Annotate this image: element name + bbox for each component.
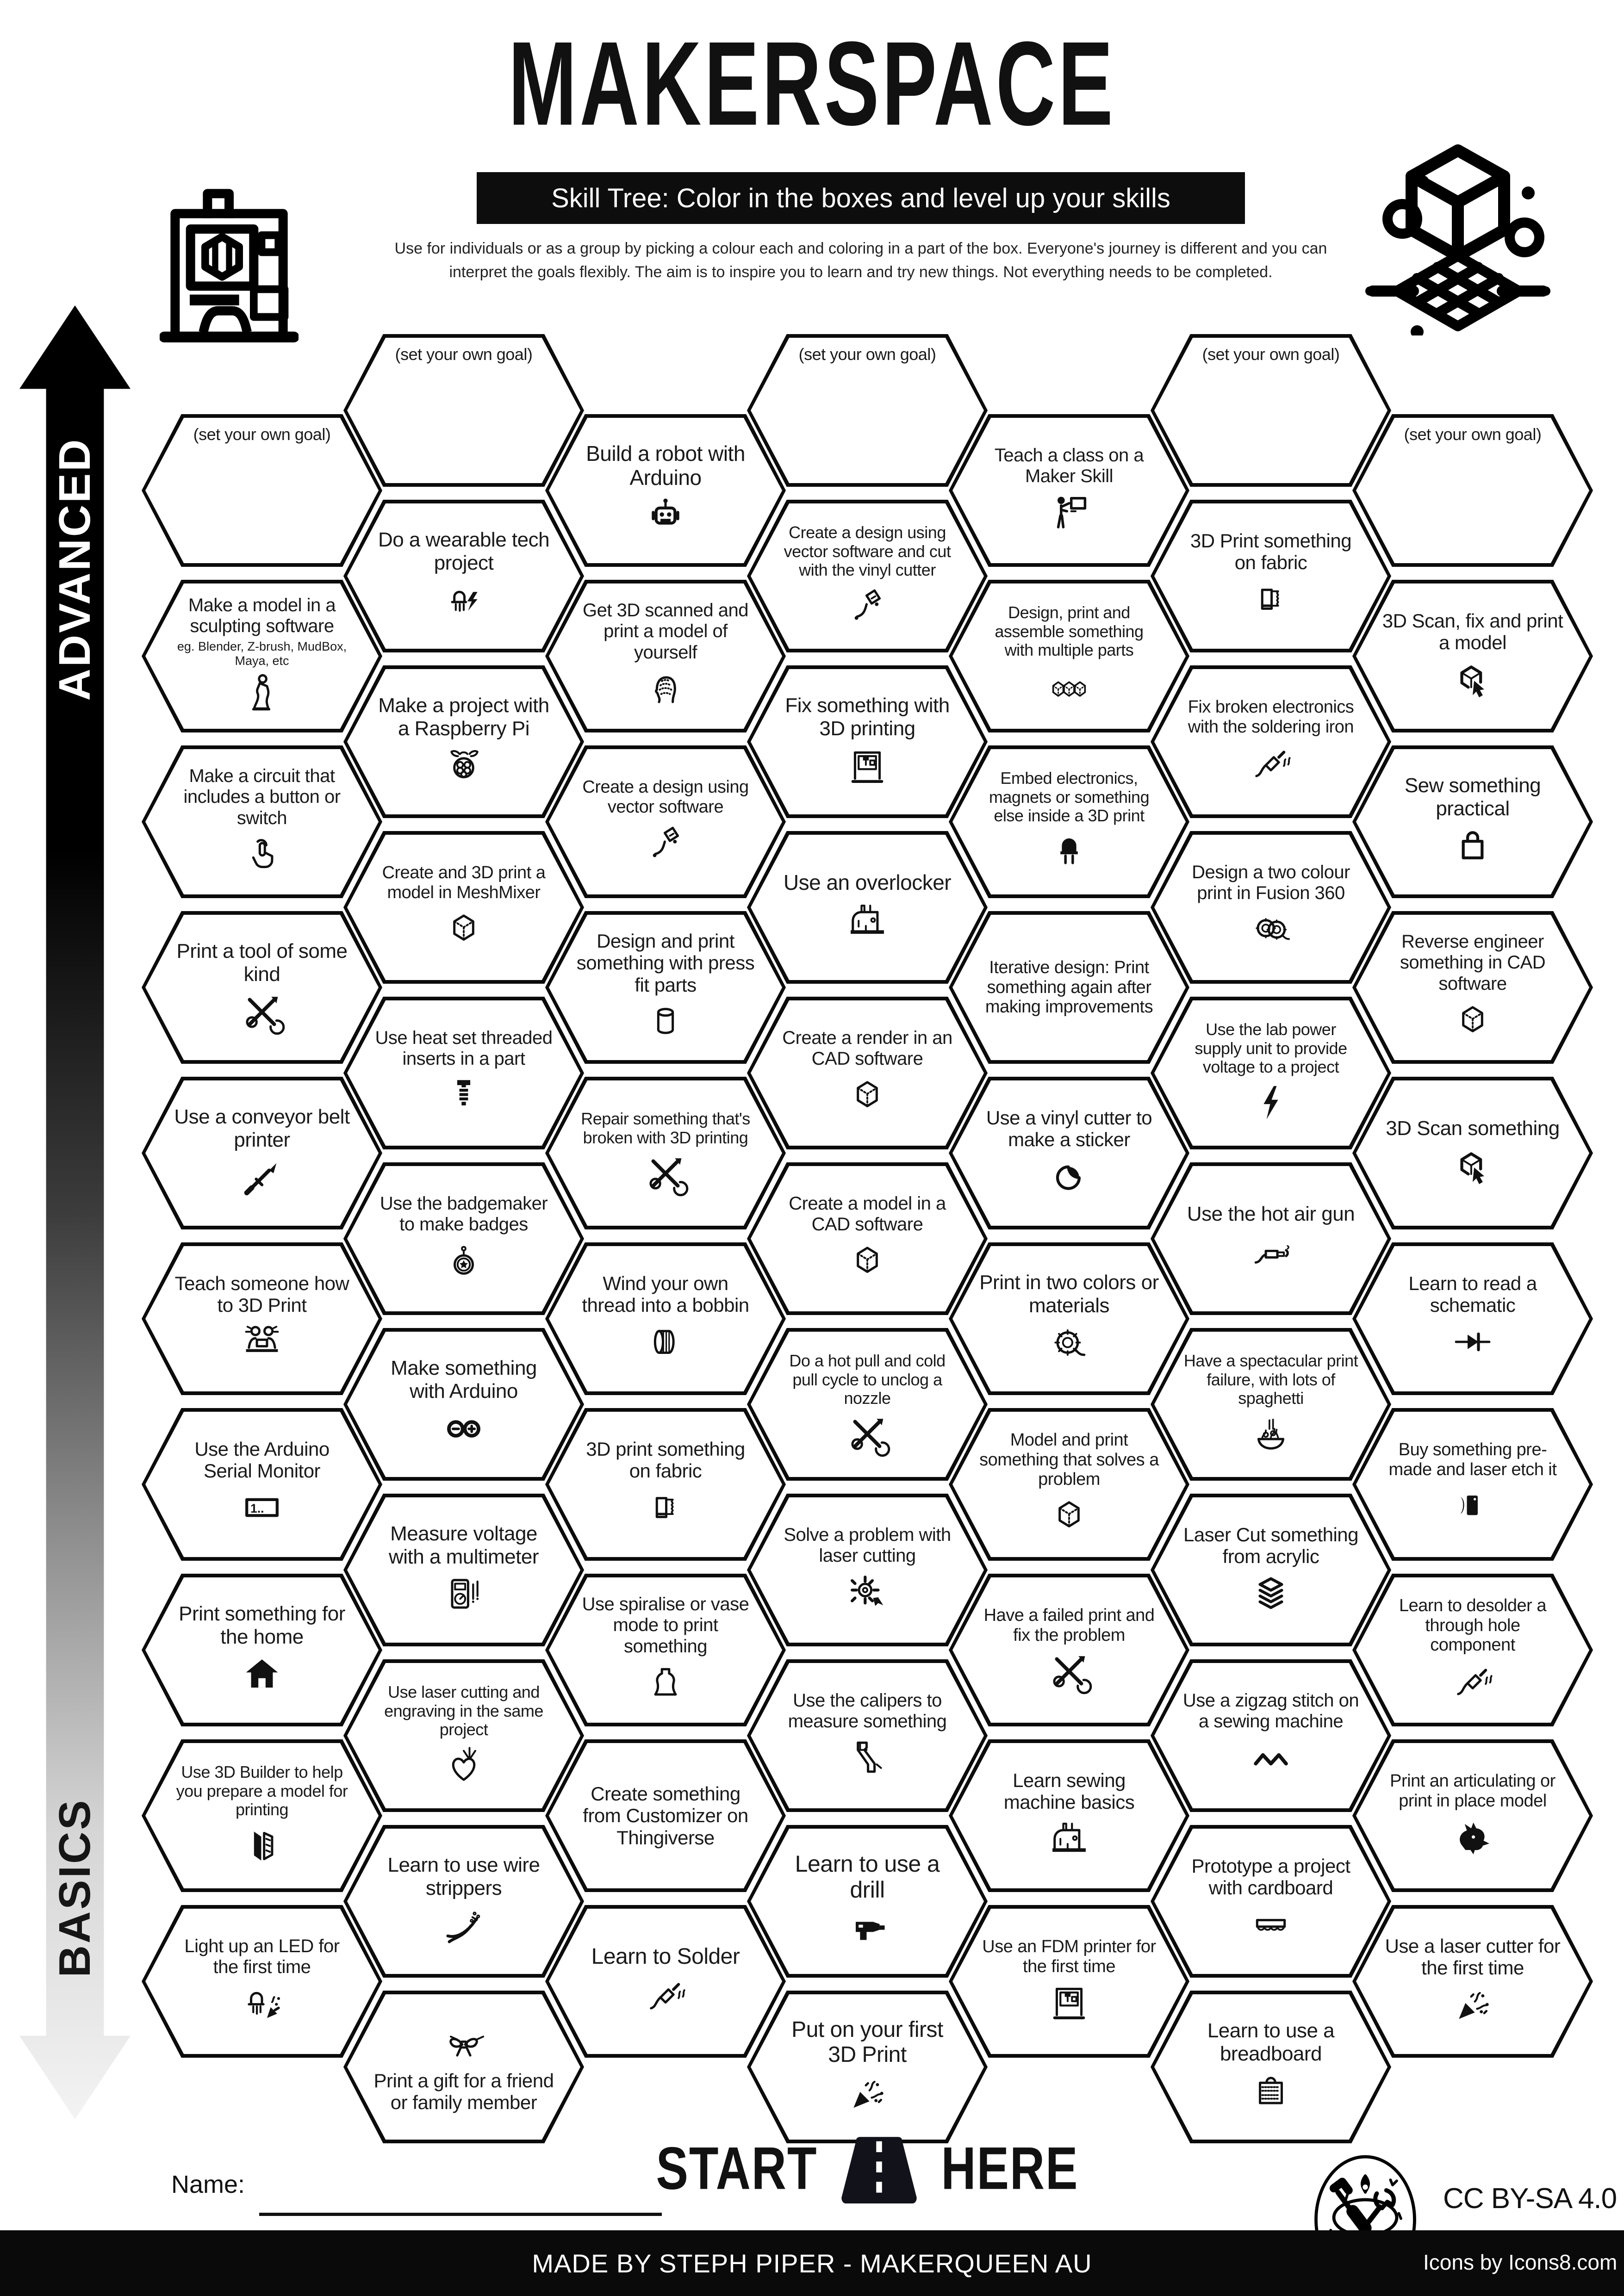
pen-icon bbox=[844, 583, 890, 629]
hex-label: Learn sewing machine basics bbox=[1003, 1769, 1135, 1813]
hex-label: Solve a problem with laser cutting bbox=[784, 1524, 951, 1566]
hex-label: Design, print and assemble something with multiple parts bbox=[995, 602, 1144, 660]
hex-label: Reverse engineer something in CAD software bbox=[1400, 931, 1546, 994]
hex-label: Have a spectacular print failure, with lots of spaghetti bbox=[1183, 1351, 1358, 1408]
hex-label: Buy something pre-made and laser etch it bbox=[1388, 1440, 1557, 1479]
bobbin-icon bbox=[642, 1319, 689, 1365]
drill-icon bbox=[844, 1906, 890, 1952]
hex-label: Print in two colors or materials bbox=[979, 1271, 1159, 1317]
advanced-label: ADVANCED bbox=[50, 437, 100, 701]
hex-label: Create a model in a CAD software bbox=[789, 1193, 946, 1235]
etch-icon bbox=[1450, 1483, 1496, 1529]
tools-icon bbox=[1046, 1648, 1092, 1694]
hex-label: Create a design using vector software bbox=[582, 777, 749, 817]
hex-label: Use the badgemaker to make badges bbox=[380, 1193, 548, 1235]
hex-sublabel: eg. Blender, Z-brush, MudBox, Maya, etc bbox=[177, 639, 347, 668]
cube-icon bbox=[441, 906, 487, 952]
hex-cell bbox=[1352, 414, 1593, 567]
hex-label: 3D Print something on fabric bbox=[1190, 529, 1352, 573]
hex-label: Fix broken electronics with the soldering iron bbox=[1188, 697, 1354, 737]
hex-label: Use a laser cutter for the first time bbox=[1385, 1935, 1561, 1979]
heatgun-icon bbox=[1248, 1229, 1294, 1275]
hex-cell bbox=[1352, 745, 1593, 898]
party-icon bbox=[844, 2070, 890, 2116]
cubes3-icon bbox=[1046, 663, 1092, 709]
layers-icon bbox=[1248, 1570, 1294, 1616]
hex-label: Use 3D Builder to help you prepare a model for printing bbox=[176, 1762, 348, 1819]
badge-icon bbox=[441, 1238, 487, 1284]
sewing-icon bbox=[1046, 1816, 1092, 1862]
here-label: HERE bbox=[941, 2135, 1079, 2202]
party-icon bbox=[1450, 1981, 1496, 2028]
laserheart-icon bbox=[441, 1742, 487, 1788]
hex-label: (set your own goal) bbox=[193, 425, 331, 444]
tools-icon bbox=[844, 1411, 890, 1457]
led-icon bbox=[1046, 828, 1092, 875]
hex-label: Use a zigzag stitch on a sewing machine bbox=[1182, 1690, 1359, 1731]
hex-label: Put on your first 3D Print bbox=[791, 2017, 943, 2067]
printer3d-icon bbox=[1046, 1980, 1092, 2026]
hex-label: Use the hot air gun bbox=[1187, 1203, 1355, 1226]
hex-label: Model and print something that solves a problem bbox=[979, 1430, 1159, 1489]
hex-cell bbox=[1352, 1077, 1593, 1229]
hex-label: Print something for the home bbox=[179, 1602, 345, 1648]
iron-icon bbox=[642, 1972, 689, 2018]
breadboard-icon bbox=[1248, 2068, 1294, 2115]
hex-label: Create a design using vector software and cut with the vinyl cutter bbox=[784, 522, 951, 580]
bow-icon bbox=[441, 2021, 487, 2067]
hex-cell bbox=[1352, 911, 1593, 1064]
hex-label: 3D Scan, fix and print a model bbox=[1382, 609, 1563, 653]
diode-icon bbox=[1450, 1319, 1496, 1365]
cube-icon bbox=[1046, 1492, 1092, 1539]
made-by: MADE BY STEPH PIPER - MAKERQUEEN AU bbox=[532, 2248, 1092, 2278]
scan-icon bbox=[1450, 656, 1496, 702]
iron-icon bbox=[1248, 740, 1294, 786]
tools-icon bbox=[239, 989, 285, 1035]
hex-label: Wind your own thread into a bobbin bbox=[582, 1272, 749, 1316]
svg-text:1..: 1.. bbox=[250, 1502, 264, 1516]
hex-label: Learn to use a drill bbox=[795, 1850, 940, 1903]
gearhand-icon bbox=[844, 1569, 890, 1615]
hex-label: Use a vinyl cutter to make a sticker bbox=[986, 1106, 1152, 1150]
hex-label: 3D print something on fabric bbox=[586, 1438, 745, 1482]
hex-label: Use the calipers to measure something bbox=[788, 1690, 947, 1731]
screw-icon bbox=[441, 1072, 487, 1118]
hex-label: (set your own goal) bbox=[798, 345, 936, 364]
ledparty-icon bbox=[239, 1980, 285, 2027]
cube-icon bbox=[1450, 997, 1496, 1043]
scan-icon bbox=[1450, 1143, 1496, 1189]
iron-icon bbox=[1450, 1658, 1496, 1704]
hex-label: Create and 3D print a model in MeshMixer bbox=[382, 863, 546, 902]
robot-icon bbox=[642, 493, 689, 539]
hex-label: Make something with Arduino bbox=[391, 1357, 537, 1402]
statue-icon bbox=[239, 671, 285, 717]
hex-label: Create something from Customizer on Thingiverse bbox=[583, 1782, 748, 1849]
hex-label: Design and print something with press fit parts bbox=[576, 930, 755, 996]
calipers-icon bbox=[844, 1735, 890, 1781]
ledbolt-icon bbox=[441, 577, 487, 624]
teach2-icon bbox=[239, 1319, 285, 1365]
fabric-icon bbox=[642, 1484, 689, 1531]
tools-icon bbox=[642, 1150, 689, 1197]
hex-cell bbox=[1352, 1905, 1593, 2058]
hex-label: Make a circuit that includes a button or switch bbox=[183, 766, 341, 828]
hex-label: Measure voltage with a multimeter bbox=[388, 1522, 539, 1568]
hex-label: (set your own goal) bbox=[1202, 345, 1340, 364]
hex-label: Learn to read a schematic bbox=[1408, 1272, 1537, 1316]
hex-label: Use an FDM printer for the first time bbox=[982, 1937, 1156, 1976]
hex-label: Design a two colour print in Fusion 360 bbox=[1192, 862, 1350, 903]
hex-label: Print an articulating or print in place model bbox=[1390, 1771, 1556, 1811]
hex-label: Use laser cutting and engraving in the same project bbox=[384, 1682, 543, 1739]
head-icon bbox=[642, 666, 689, 712]
hex-label: Have a failed print and fix the problem bbox=[983, 1606, 1155, 1645]
hex-label: Embed electronics, magnets or something else inside a 3D print bbox=[989, 768, 1150, 825]
hex-label: Use spiralise or vase mode to print something bbox=[582, 1594, 749, 1657]
hex-label: Laser Cut something from acrylic bbox=[1183, 1523, 1359, 1567]
hex-label: Repair something that's broken with 3D printing bbox=[581, 1109, 750, 1147]
house-icon bbox=[239, 1651, 285, 1698]
printer3d-icon bbox=[844, 743, 890, 789]
hex-label: Sew something practical bbox=[1404, 774, 1541, 820]
hex-label: Teach a class on a Maker Skill bbox=[994, 445, 1144, 486]
basics-label: BASICS bbox=[50, 1798, 100, 1978]
hex-label: Use the lab power supply unit to provide voltage to a project bbox=[1195, 1019, 1347, 1077]
name-line bbox=[259, 2213, 662, 2216]
hex-label: Print a gift for a friend or family member bbox=[373, 2069, 554, 2113]
spaghetti-icon bbox=[1248, 1411, 1294, 1457]
hex-cell bbox=[1352, 1574, 1593, 1726]
builder-icon bbox=[239, 1822, 285, 1868]
dragon-icon bbox=[1450, 1814, 1496, 1860]
cube-icon bbox=[844, 1072, 890, 1118]
hex-label: Get 3D scanned and print a model of yourself bbox=[583, 600, 748, 663]
hex-label: Use the Arduino Serial Monitor bbox=[194, 1438, 330, 1482]
strippers-icon bbox=[441, 1903, 487, 1949]
teacher-icon bbox=[1046, 490, 1092, 536]
hex-label: Make a model in a sculpting software bbox=[188, 595, 336, 636]
vase-icon bbox=[642, 1660, 689, 1706]
hex-label: Build a robot with Arduino bbox=[586, 441, 745, 490]
hex-label: Do a wearable tech project bbox=[378, 528, 550, 574]
hex-label: Use a conveyor belt printer bbox=[174, 1105, 350, 1151]
hex-cell bbox=[1352, 1739, 1593, 1892]
sticker-icon bbox=[1046, 1153, 1092, 1199]
cube-icon bbox=[844, 1238, 890, 1284]
hex-label: Learn to use wire strippers bbox=[387, 1854, 540, 1899]
serial-icon bbox=[239, 1484, 285, 1531]
hex-label: (set your own goal) bbox=[1404, 425, 1542, 444]
hex-cell bbox=[1352, 1408, 1593, 1561]
hex-label: Create a render in an CAD software bbox=[782, 1027, 952, 1069]
name-label: Name: bbox=[171, 2171, 245, 2198]
description: Use for individuals or as a group by picking a colour each and coloring in a part of the box. Everyone's journey is different and you can interpret the goals flexibly. The aim is to inspire you to learn and try new things. Not everything needs to be completed. bbox=[394, 240, 1327, 281]
hex-label: Learn to desolder a through hole component bbox=[1399, 1595, 1546, 1655]
hex-label: Learn to use a breadboard bbox=[1207, 2019, 1335, 2065]
hex-cell bbox=[1352, 1242, 1593, 1395]
fabric-icon bbox=[1248, 576, 1294, 622]
sewing-icon bbox=[844, 898, 890, 944]
start-label: START bbox=[656, 2135, 818, 2202]
page-title: MAKERSPACE bbox=[508, 17, 1116, 150]
hex-label: Prototype a project with cardboard bbox=[1191, 1855, 1350, 1899]
hex-label: (set your own goal) bbox=[395, 345, 533, 364]
hex-label: Make a project with a Raspberry Pi bbox=[378, 694, 549, 740]
hex-label: Print a tool of some kind bbox=[176, 940, 348, 986]
hex-label: Use heat set threaded inserts in a part bbox=[375, 1027, 553, 1069]
sword-icon bbox=[239, 1154, 285, 1201]
hex-cell bbox=[1352, 580, 1593, 732]
hex-label: Teach someone how to 3D Print bbox=[174, 1272, 349, 1316]
subtitle-bar: Skill Tree: Color in the boxes and level up your skills bbox=[477, 172, 1245, 224]
hex-label: Iterative design: Print something again after making improvements bbox=[985, 957, 1153, 1017]
start-here bbox=[636, 2134, 1099, 2203]
icons-credit: Icons by Icons8.com bbox=[1423, 2250, 1618, 2274]
cardboard-icon bbox=[1248, 1901, 1294, 1948]
raspberry-icon bbox=[441, 743, 487, 789]
hex-label: 3D Scan something bbox=[1386, 1117, 1560, 1140]
spools2-icon bbox=[1248, 906, 1294, 953]
multimeter-icon bbox=[441, 1571, 487, 1618]
hex-label: Light up an LED for the first time bbox=[184, 1936, 340, 1977]
spool-icon bbox=[1046, 1320, 1092, 1366]
bag-icon bbox=[1450, 823, 1496, 869]
hex-label: Learn to Solder bbox=[591, 1944, 740, 1969]
road-icon bbox=[829, 2134, 929, 2203]
tap-icon bbox=[239, 832, 285, 878]
bolt-icon bbox=[1248, 1080, 1294, 1126]
hex-label: Do a hot pull and cold pull cycle to unclog a nozzle bbox=[789, 1351, 946, 1408]
cylinder-icon bbox=[642, 999, 689, 1045]
license-label: CC BY-SA 4.0 bbox=[1443, 2183, 1617, 2215]
zigzag-icon bbox=[1248, 1735, 1294, 1781]
hex-label: Use an overlocker bbox=[783, 870, 952, 895]
arduino-icon bbox=[441, 1406, 487, 1452]
hex-label: Fix something with 3D printing bbox=[785, 694, 950, 740]
pen-icon bbox=[642, 820, 689, 866]
